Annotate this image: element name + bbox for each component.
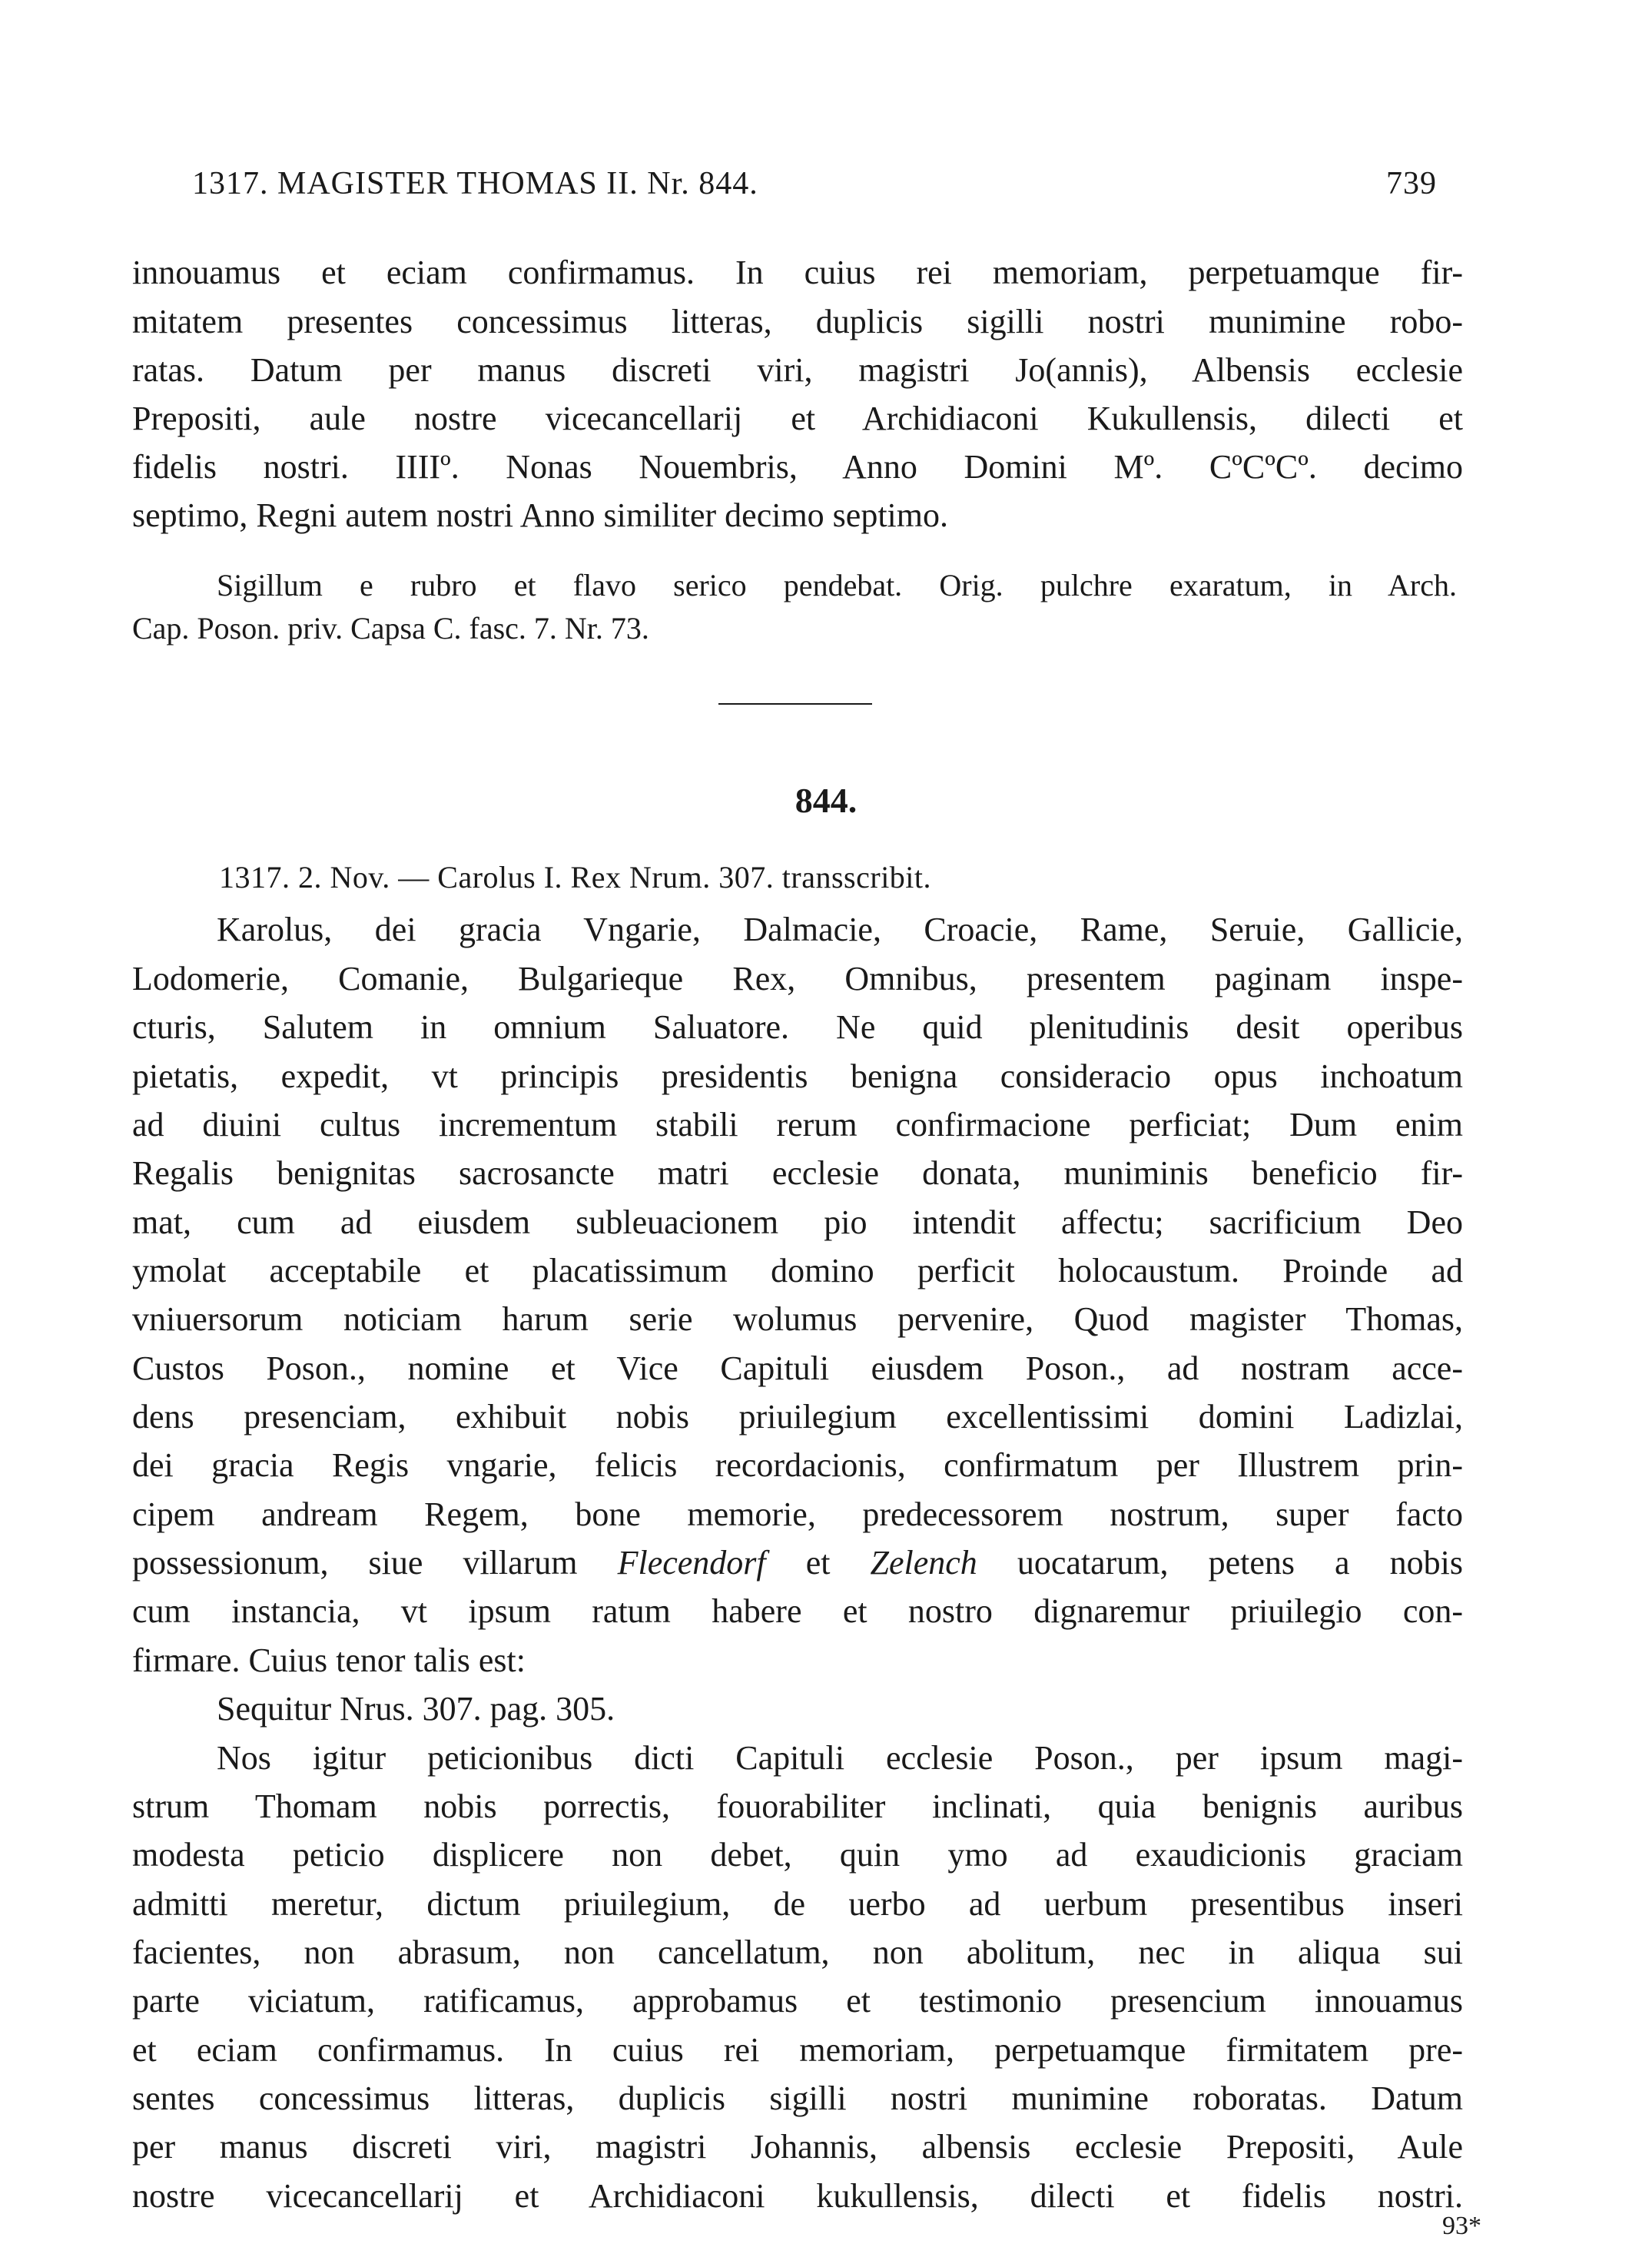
body-line: parte viciatum, ratificamus, approbamus et testimonio presencium innouamus: [132, 1982, 1463, 2020]
text-line: ratas. Datum per manus discreti viri, magistri Jo(annis), Albensis ecclesie: [132, 351, 1463, 389]
body-line: cum instancia, vt ipsum ratum habere et nostro dignaremur priuilegio con-: [132, 1592, 1463, 1630]
line-fragment: possessionum, siue villarum: [132, 1544, 618, 1582]
body-line: admitti meretur, dictum priuilegium, de uerbo ad uerbum presentibus inseri: [132, 1885, 1463, 1923]
page-number: 739: [1386, 166, 1437, 201]
body-line: nostre vicecancellarij et Archidiaconi kukullensis, dilecti et fidelis nostri.: [132, 2177, 1463, 2215]
body-line: Karolus, dei gracia Vngarie, Dalmacie, Croacie, Rame, Seruie, Gallicie,: [217, 911, 1463, 948]
note-line: Cap. Poson. priv. Capsa C. fasc. 7. Nr. 73.: [132, 611, 649, 646]
body-line: Custos Poson., nomine et Vice Capituli eiusdem Poson., ad nostram acce-: [132, 1349, 1463, 1387]
body-line: modesta peticio displicere non debet, quin ymo ad exaudicionis graciam: [132, 1836, 1463, 1874]
body-line: per manus discreti viri, magistri Johannis, albensis ecclesie Prepositi, Aule: [132, 2128, 1463, 2166]
note-line: Sigillum e rubro et flavo serico pendebat. Orig. pulchre exaratum, in Arch.: [217, 568, 1457, 602]
document-number: 844.: [794, 781, 858, 820]
line-fragment: et: [765, 1544, 871, 1582]
body-line: cturis, Salutem in omnium Saluatore. Ne quid plenitudinis desit operibus: [132, 1008, 1463, 1046]
place-name: Flecendorf: [617, 1544, 766, 1582]
body-line: cipem andream Regem, bone memorie, predecessorem nostrum, super facto: [132, 1495, 1463, 1533]
body-line: pietatis, expedit, vt principis presidentis benigna consideracio opus inchoatum: [132, 1057, 1463, 1095]
place-name: Zelench: [870, 1544, 977, 1582]
cross-reference: Sequitur Nrus. 307. pag. 305.: [217, 1690, 615, 1728]
signature-mark: 93*: [1442, 2212, 1481, 2240]
line-fragment: uocatarum, petens a nobis: [977, 1544, 1463, 1582]
body-line: dei gracia Regis vngarie, felicis recordacionis, confirmatum per Illustrem prin-: [132, 1446, 1463, 1484]
body-line: Nos igitur peticionibus dicti Capituli ecclesie Poson., per ipsum magi-: [217, 1739, 1463, 1777]
body-line: strum Thomam nobis porrectis, fouorabiliter inclinati, quia benignis auribus: [132, 1787, 1463, 1825]
header-title: 1317. MAGISTER THOMAS II. Nr. 844.: [192, 166, 758, 201]
body-line: ymolat acceptabile et placatissimum domino perficit holocaustum. Proinde ad: [132, 1252, 1463, 1290]
text-line: septimo, Regni autem nostri Anno similiter decimo septimo.: [132, 496, 948, 534]
body-line: mat, cum ad eiusdem subleuacionem pio intendit affectu; sacrificium Deo: [132, 1203, 1463, 1241]
text-line: mitatem presentes concessimus litteras, duplicis sigilli nostri munimine robo-: [132, 303, 1463, 340]
body-line: ad diuini cultus incrementum stabili rerum confirmacione perficiat; Dum enim: [132, 1106, 1463, 1143]
section-divider: [718, 703, 872, 705]
text-line: fidelis nostri. IIIIº. Nonas Nouembris, Anno Domini Mº. CºCºCº. decimo: [132, 448, 1463, 486]
body-line: Lodomerie, Comanie, Bulgarieque Rex, Omnibus, presentem paginam inspe-: [132, 960, 1463, 997]
body-line: et eciam confirmamus. In cuius rei memoriam, perpetuamque firmitatem pre-: [132, 2031, 1463, 2069]
body-line: dens presenciam, exhibuit nobis priuilegium excellentissimi domini Ladizlai,: [132, 1398, 1463, 1436]
text-line: innouamus et eciam confirmamus. In cuius rei memoriam, perpetuamque fir-: [132, 254, 1463, 291]
body-line: firmare. Cuius tenor talis est:: [132, 1641, 526, 1679]
body-line: sentes concessimus litteras, duplicis sigilli nostri munimine roboratas. Datum: [132, 2079, 1463, 2117]
body-line: Regalis benignitas sacrosancte matri ecclesie donata, muniminis beneficio fir-: [132, 1154, 1463, 1192]
text-line: Prepositi, aule nostre vicecancellarij et Archidiaconi Kukullensis, dilecti et: [132, 400, 1463, 437]
body-line: [132, 1546, 1463, 1580]
body-line: facientes, non abrasum, non cancellatum, non abolitum, nec in aliqua sui: [132, 1933, 1463, 1971]
body-line: vniuersorum noticiam harum serie wolumus pervenire, Quod magister Thomas,: [132, 1300, 1463, 1338]
document-summary: 1317. 2. Nov. — Carolus I. Rex Nrum. 307. transscribit.: [219, 860, 932, 895]
